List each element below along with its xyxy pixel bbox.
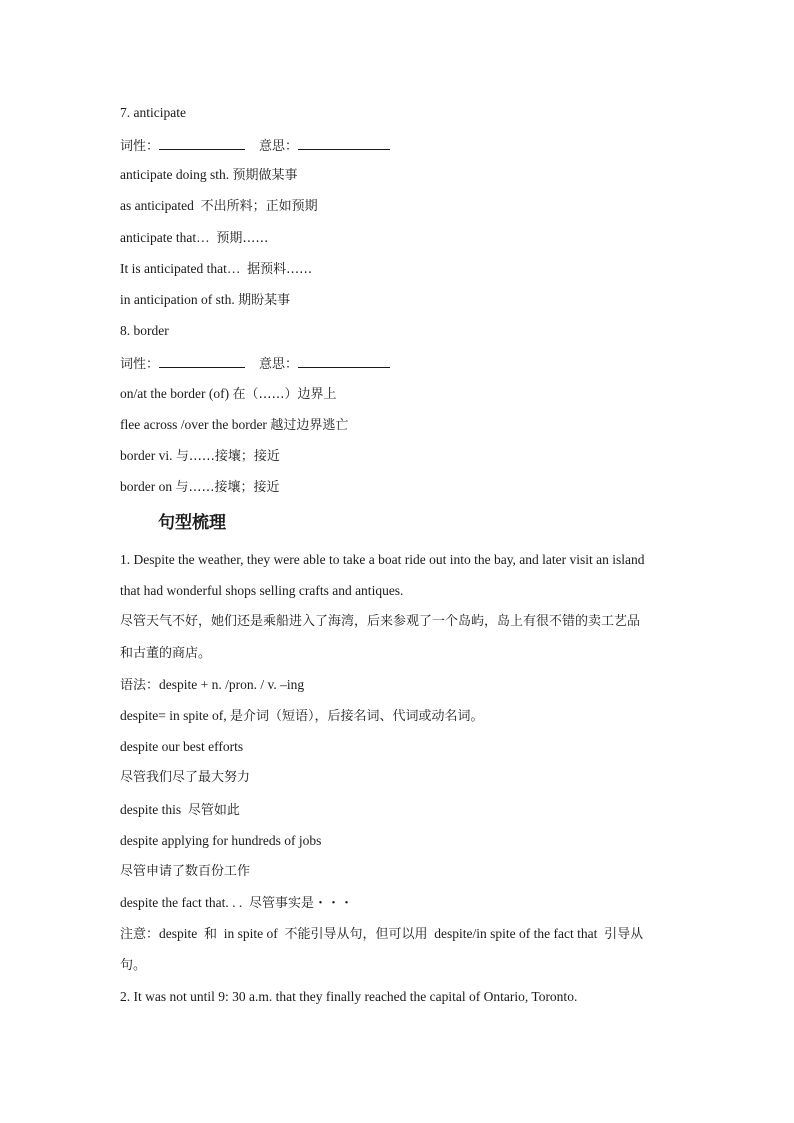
phrase-line <box>120 260 312 279</box>
note-label: 注意： <box>120 927 160 942</box>
phrase-en: flee across /over the border <box>120 417 267 432</box>
phrase-cn: 期盼某事 <box>238 293 291 308</box>
phrase-line <box>120 447 280 466</box>
note-text: 不能引导从句，但可以用 <box>284 927 428 942</box>
sentence-cn-line: 和古董的商店。 <box>120 646 212 661</box>
note-and: 和 <box>204 927 218 942</box>
phrase-cn: 预期…… <box>216 231 269 246</box>
meaning-label: 意思： <box>259 357 299 372</box>
sentence-cn-line: 尽管天气不好，她们还是乘船进入了海湾，后来参观了一个岛屿，岛上有很不错的卖工艺品 <box>120 614 641 629</box>
grammar-formula: despite + n. /pron. / v. –ing <box>159 677 305 692</box>
phrase-line <box>120 197 318 216</box>
phrase-line <box>120 229 268 248</box>
phrase-line <box>120 416 348 435</box>
section-heading: 句型梳理 <box>158 513 226 533</box>
vocab-title: 7. anticipate <box>120 105 186 120</box>
phrase-cn: 在（……）边界上 <box>232 387 337 402</box>
meaning-label: 意思： <box>259 139 299 154</box>
phrase-cn: 不出所料；正如预期 <box>200 199 318 214</box>
phrase-en: as anticipated <box>120 198 194 213</box>
example-line <box>120 894 353 913</box>
note-in-spite-of: in spite of <box>223 926 278 941</box>
phrase-en: anticipate doing sth. <box>120 167 230 182</box>
note-line <box>120 925 643 944</box>
grammar-line <box>120 676 304 695</box>
example-en: despite our best efforts <box>120 739 244 754</box>
phrase-en: border on <box>120 479 173 494</box>
phrase-en: in anticipation of sth. <box>120 292 235 307</box>
note-text-end: 引导从 <box>604 927 644 942</box>
example-en: despite this <box>120 802 182 817</box>
phrase-en: border vi. <box>120 448 173 463</box>
phrase-cn: 与……接壤；接近 <box>175 449 280 464</box>
note-phrase: despite/in spite of the fact that <box>434 926 598 941</box>
phrase-en: It is anticipated that… <box>120 261 241 276</box>
phrase-line <box>120 166 298 185</box>
phrase-cn: 与……接壤；接近 <box>175 480 280 495</box>
example-cn: 尽管我们尽了最大努力 <box>120 770 251 785</box>
sentence-en-line: 1. Despite the weather, they were able to take a boat ride out into the bay, and later visit an island <box>120 552 645 567</box>
phrase-line <box>120 291 290 310</box>
phrase-cn: 预期做某事 <box>232 168 298 183</box>
vocab-fill-row <box>120 135 390 156</box>
vocab-fill-row <box>120 353 390 374</box>
meaning-blank <box>298 135 390 150</box>
explain-cn: 是介词（短语），后接名词、代词或动名词。 <box>229 709 484 724</box>
example-en: despite applying for hundreds of jobs <box>120 833 322 848</box>
phrase-line <box>120 478 280 497</box>
pos-blank <box>159 135 245 150</box>
phrase-cn: 越过边界逃亡 <box>270 418 349 433</box>
explain-en: despite= in spite of, <box>120 708 227 723</box>
explain-line <box>120 707 484 726</box>
phrase-line <box>120 385 336 404</box>
phrase-en: anticipate that… <box>120 230 210 245</box>
vocab-title: 8. border <box>120 323 169 338</box>
pos-blank <box>159 353 245 368</box>
example-en: despite the fact that. . . <box>120 895 243 910</box>
pos-label: 词性： <box>120 357 160 372</box>
example-line <box>120 801 240 820</box>
phrase-cn: 据预料…… <box>247 262 313 277</box>
grammar-label: 语法： <box>120 678 160 693</box>
sentence-en-line: that had wonderful shops selling crafts and antiques. <box>120 583 404 598</box>
pos-label: 词性： <box>120 139 160 154</box>
note-continuation: 句。 <box>120 958 147 973</box>
sentence-en-line: 2. It was not until 9: 30 a.m. that they finally reached the capital of Ontario, Toronto. <box>120 989 578 1004</box>
phrase-en: on/at the border (of) <box>120 386 230 401</box>
example-cn: 尽管如此 <box>187 803 240 818</box>
meaning-blank <box>298 353 390 368</box>
note-despite: despite <box>159 926 198 941</box>
example-cn: 尽管申请了数百份工作 <box>120 864 251 879</box>
example-cn: 尽管事实是・・・ <box>248 896 353 911</box>
